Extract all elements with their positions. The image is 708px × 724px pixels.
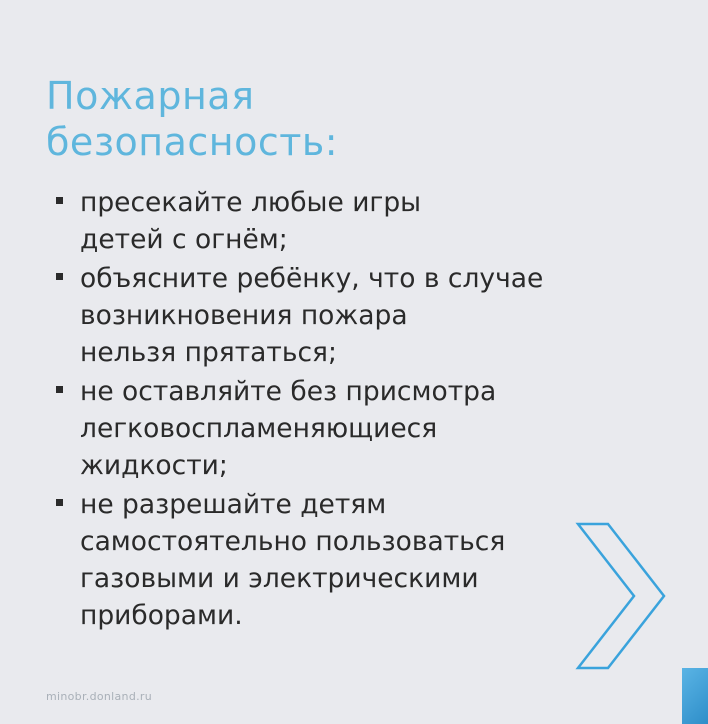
square-bullet-icon <box>56 273 63 280</box>
bullet-list <box>46 184 646 634</box>
square-bullet-icon <box>56 386 63 393</box>
bullet-text: не оставляйте без присмотра легковоспламеняющиеся жидкости; <box>80 376 497 481</box>
bullet-text: не разрешайте детям самостоятельно пользоваться газовыми и электрическими приборами. <box>80 489 506 631</box>
page-title <box>46 73 646 165</box>
title-line-2: безопасность: <box>46 120 339 165</box>
list-item <box>46 184 646 258</box>
list-item <box>46 260 646 371</box>
chevron-right-icon <box>572 518 672 674</box>
list-item <box>46 486 646 634</box>
corner-accent <box>682 668 708 724</box>
list-item <box>46 373 646 484</box>
square-bullet-icon <box>56 197 63 204</box>
footer-source: minobr.donland.ru <box>46 690 152 703</box>
bullet-text: объясните ребёнку, что в случае возникновения пожара нельзя прятаться; <box>80 263 544 368</box>
title-line-1: Пожарная <box>46 74 255 119</box>
bullet-text: пресекайте любые игры детей с огнём; <box>80 187 422 255</box>
square-bullet-icon <box>56 499 63 506</box>
